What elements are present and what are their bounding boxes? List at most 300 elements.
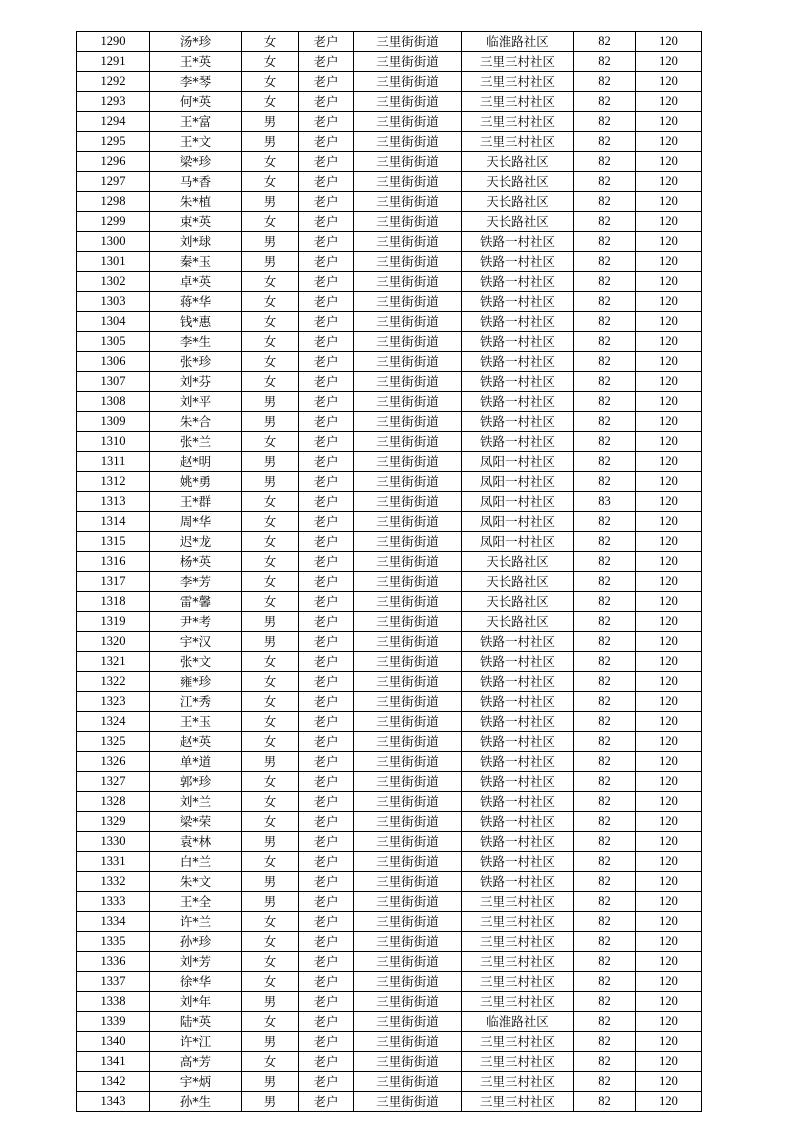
cell-age: 82	[574, 992, 636, 1012]
cell-community: 凤阳一村社区	[462, 512, 574, 532]
cell-age: 82	[574, 672, 636, 692]
cell-id: 1312	[77, 472, 150, 492]
cell-age: 82	[574, 572, 636, 592]
cell-household-type: 老户	[299, 552, 354, 572]
table-row	[77, 512, 702, 532]
cell-name: 刘*芬	[150, 372, 242, 392]
cell-name: 尹*考	[150, 612, 242, 632]
cell-community: 铁路一村社区	[462, 412, 574, 432]
cell-name: 王*玉	[150, 712, 242, 732]
cell-id: 1306	[77, 352, 150, 372]
cell-amount: 120	[636, 552, 702, 572]
cell-household-type: 老户	[299, 672, 354, 692]
cell-gender: 男	[242, 112, 299, 132]
cell-name: 王*全	[150, 892, 242, 912]
cell-amount: 120	[636, 232, 702, 252]
cell-id: 1308	[77, 392, 150, 412]
table-row	[77, 112, 702, 132]
table-row	[77, 312, 702, 332]
table-row	[77, 452, 702, 472]
cell-age: 82	[574, 212, 636, 232]
cell-community: 铁路一村社区	[462, 632, 574, 652]
cell-age: 82	[574, 312, 636, 332]
subsidy-table	[76, 31, 702, 1112]
cell-name: 卓*英	[150, 272, 242, 292]
cell-amount: 120	[636, 612, 702, 632]
cell-name: 姚*勇	[150, 472, 242, 492]
cell-age: 82	[574, 1092, 636, 1112]
cell-amount: 120	[636, 312, 702, 332]
cell-id: 1324	[77, 712, 150, 732]
cell-community: 三里三村社区	[462, 932, 574, 952]
cell-household-type: 老户	[299, 1032, 354, 1052]
table-row	[77, 1012, 702, 1032]
cell-id: 1307	[77, 372, 150, 392]
cell-street: 三里街街道	[354, 852, 462, 872]
cell-name: 何*英	[150, 92, 242, 112]
cell-household-type: 老户	[299, 32, 354, 52]
cell-age: 82	[574, 932, 636, 952]
cell-name: 王*文	[150, 132, 242, 152]
cell-gender: 女	[242, 72, 299, 92]
cell-amount: 120	[636, 392, 702, 412]
cell-amount: 120	[636, 412, 702, 432]
cell-household-type: 老户	[299, 812, 354, 832]
cell-age: 82	[574, 192, 636, 212]
cell-community: 铁路一村社区	[462, 312, 574, 332]
cell-community: 三里三村社区	[462, 972, 574, 992]
cell-amount: 120	[636, 92, 702, 112]
cell-id: 1303	[77, 292, 150, 312]
cell-name: 梁*荣	[150, 812, 242, 832]
cell-gender: 女	[242, 712, 299, 732]
cell-household-type: 老户	[299, 192, 354, 212]
cell-community: 铁路一村社区	[462, 872, 574, 892]
cell-gender: 女	[242, 812, 299, 832]
table-row	[77, 812, 702, 832]
cell-amount: 120	[636, 352, 702, 372]
cell-age: 82	[574, 832, 636, 852]
table-row	[77, 952, 702, 972]
cell-name: 孙*生	[150, 1092, 242, 1112]
table-row	[77, 192, 702, 212]
cell-gender: 男	[242, 752, 299, 772]
cell-age: 82	[574, 912, 636, 932]
table-row	[77, 212, 702, 232]
cell-amount: 120	[636, 252, 702, 272]
cell-name: 李*生	[150, 332, 242, 352]
cell-amount: 120	[636, 812, 702, 832]
cell-street: 三里街街道	[354, 412, 462, 432]
cell-gender: 女	[242, 52, 299, 72]
cell-amount: 120	[636, 532, 702, 552]
cell-name: 蒋*华	[150, 292, 242, 312]
cell-amount: 120	[636, 932, 702, 952]
cell-community: 天长路社区	[462, 212, 574, 232]
cell-household-type: 老户	[299, 72, 354, 92]
cell-id: 1325	[77, 732, 150, 752]
cell-gender: 女	[242, 572, 299, 592]
cell-amount: 120	[636, 572, 702, 592]
cell-amount: 120	[636, 952, 702, 972]
table-row	[77, 592, 702, 612]
table-row	[77, 1032, 702, 1052]
table-row	[77, 492, 702, 512]
cell-household-type: 老户	[299, 912, 354, 932]
cell-id: 1342	[77, 1072, 150, 1092]
cell-age: 82	[574, 772, 636, 792]
cell-household-type: 老户	[299, 832, 354, 852]
cell-street: 三里街街道	[354, 912, 462, 932]
cell-community: 临淮路社区	[462, 1012, 574, 1032]
cell-household-type: 老户	[299, 952, 354, 972]
cell-community: 铁路一村社区	[462, 832, 574, 852]
cell-community: 铁路一村社区	[462, 672, 574, 692]
cell-street: 三里街街道	[354, 72, 462, 92]
table-row	[77, 92, 702, 112]
cell-household-type: 老户	[299, 272, 354, 292]
table-row	[77, 792, 702, 812]
cell-amount: 120	[636, 172, 702, 192]
cell-name: 单*道	[150, 752, 242, 772]
cell-household-type: 老户	[299, 1052, 354, 1072]
cell-street: 三里街街道	[354, 432, 462, 452]
cell-gender: 男	[242, 992, 299, 1012]
cell-amount: 120	[636, 1012, 702, 1032]
cell-age: 82	[574, 592, 636, 612]
table-row	[77, 152, 702, 172]
cell-age: 82	[574, 452, 636, 472]
cell-id: 1295	[77, 132, 150, 152]
cell-age: 82	[574, 272, 636, 292]
cell-household-type: 老户	[299, 792, 354, 812]
cell-amount: 120	[636, 892, 702, 912]
cell-community: 铁路一村社区	[462, 692, 574, 712]
cell-id: 1291	[77, 52, 150, 72]
cell-amount: 120	[636, 692, 702, 712]
cell-amount: 120	[636, 1072, 702, 1092]
cell-street: 三里街街道	[354, 492, 462, 512]
cell-household-type: 老户	[299, 252, 354, 272]
cell-id: 1318	[77, 592, 150, 612]
cell-name: 周*华	[150, 512, 242, 532]
cell-name: 李*芳	[150, 572, 242, 592]
table-row	[77, 372, 702, 392]
table-row	[77, 732, 702, 752]
cell-street: 三里街街道	[354, 972, 462, 992]
cell-household-type: 老户	[299, 372, 354, 392]
table-row	[77, 1052, 702, 1072]
cell-household-type: 老户	[299, 712, 354, 732]
cell-community: 天长路社区	[462, 612, 574, 632]
cell-street: 三里街街道	[354, 732, 462, 752]
cell-street: 三里街街道	[354, 332, 462, 352]
cell-name: 张*珍	[150, 352, 242, 372]
cell-household-type: 老户	[299, 432, 354, 452]
cell-gender: 女	[242, 172, 299, 192]
cell-gender: 男	[242, 1072, 299, 1092]
cell-age: 82	[574, 532, 636, 552]
cell-street: 三里街街道	[354, 612, 462, 632]
cell-name: 刘*球	[150, 232, 242, 252]
cell-amount: 120	[636, 832, 702, 852]
cell-gender: 女	[242, 1012, 299, 1032]
cell-gender: 女	[242, 932, 299, 952]
cell-household-type: 老户	[299, 212, 354, 232]
cell-amount: 120	[636, 712, 702, 732]
cell-age: 82	[574, 732, 636, 752]
cell-name: 宇*汉	[150, 632, 242, 652]
cell-gender: 男	[242, 132, 299, 152]
cell-household-type: 老户	[299, 152, 354, 172]
table-row	[77, 752, 702, 772]
cell-street: 三里街街道	[354, 312, 462, 332]
cell-name: 王*群	[150, 492, 242, 512]
cell-community: 铁路一村社区	[462, 712, 574, 732]
cell-amount: 120	[636, 452, 702, 472]
cell-household-type: 老户	[299, 892, 354, 912]
table-row	[77, 252, 702, 272]
cell-street: 三里街街道	[354, 112, 462, 132]
cell-gender: 女	[242, 292, 299, 312]
cell-id: 1322	[77, 672, 150, 692]
cell-street: 三里街街道	[354, 772, 462, 792]
cell-household-type: 老户	[299, 1092, 354, 1112]
cell-community: 铁路一村社区	[462, 752, 574, 772]
cell-gender: 女	[242, 532, 299, 552]
cell-community: 天长路社区	[462, 592, 574, 612]
cell-name: 朱*植	[150, 192, 242, 212]
cell-name: 钱*惠	[150, 312, 242, 332]
cell-name: 雷*馨	[150, 592, 242, 612]
cell-gender: 女	[242, 272, 299, 292]
cell-household-type: 老户	[299, 232, 354, 252]
cell-street: 三里街街道	[354, 132, 462, 152]
cell-gender: 男	[242, 632, 299, 652]
cell-household-type: 老户	[299, 52, 354, 72]
cell-community: 三里三村社区	[462, 1072, 574, 1092]
cell-household-type: 老户	[299, 452, 354, 472]
cell-street: 三里街街道	[354, 1032, 462, 1052]
cell-gender: 女	[242, 32, 299, 52]
cell-age: 82	[574, 332, 636, 352]
cell-id: 1310	[77, 432, 150, 452]
cell-community: 铁路一村社区	[462, 432, 574, 452]
cell-id: 1298	[77, 192, 150, 212]
table-row	[77, 1092, 702, 1112]
cell-age: 82	[574, 792, 636, 812]
cell-community: 凤阳一村社区	[462, 532, 574, 552]
cell-gender: 女	[242, 372, 299, 392]
table-row	[77, 552, 702, 572]
cell-community: 凤阳一村社区	[462, 452, 574, 472]
cell-id: 1343	[77, 1092, 150, 1112]
cell-community: 铁路一村社区	[462, 352, 574, 372]
cell-id: 1309	[77, 412, 150, 432]
cell-gender: 男	[242, 192, 299, 212]
cell-street: 三里街街道	[354, 792, 462, 812]
cell-amount: 120	[636, 872, 702, 892]
cell-amount: 120	[636, 272, 702, 292]
cell-gender: 女	[242, 972, 299, 992]
cell-amount: 120	[636, 472, 702, 492]
cell-age: 82	[574, 632, 636, 652]
cell-community: 铁路一村社区	[462, 292, 574, 312]
cell-id: 1293	[77, 92, 150, 112]
cell-gender: 女	[242, 692, 299, 712]
cell-street: 三里街街道	[354, 572, 462, 592]
cell-street: 三里街街道	[354, 472, 462, 492]
cell-household-type: 老户	[299, 92, 354, 112]
cell-id: 1337	[77, 972, 150, 992]
cell-id: 1331	[77, 852, 150, 872]
cell-street: 三里街街道	[354, 212, 462, 232]
cell-name: 李*琴	[150, 72, 242, 92]
cell-community: 三里三村社区	[462, 72, 574, 92]
cell-age: 82	[574, 892, 636, 912]
table-row	[77, 332, 702, 352]
cell-amount: 120	[636, 672, 702, 692]
cell-amount: 120	[636, 292, 702, 312]
cell-name: 白*兰	[150, 852, 242, 872]
cell-age: 82	[574, 72, 636, 92]
cell-street: 三里街街道	[354, 832, 462, 852]
cell-id: 1326	[77, 752, 150, 772]
cell-household-type: 老户	[299, 752, 354, 772]
cell-name: 束*英	[150, 212, 242, 232]
cell-street: 三里街街道	[354, 512, 462, 532]
cell-household-type: 老户	[299, 392, 354, 412]
cell-street: 三里街街道	[354, 92, 462, 112]
cell-id: 1341	[77, 1052, 150, 1072]
cell-street: 三里街街道	[354, 52, 462, 72]
cell-name: 杨*英	[150, 552, 242, 572]
table-row	[77, 292, 702, 312]
cell-amount: 120	[636, 152, 702, 172]
cell-household-type: 老户	[299, 592, 354, 612]
cell-name: 张*文	[150, 652, 242, 672]
cell-amount: 120	[636, 592, 702, 612]
cell-name: 王*英	[150, 52, 242, 72]
cell-amount: 120	[636, 332, 702, 352]
cell-household-type: 老户	[299, 732, 354, 752]
cell-gender: 女	[242, 592, 299, 612]
cell-name: 孙*珍	[150, 932, 242, 952]
cell-household-type: 老户	[299, 632, 354, 652]
cell-age: 82	[574, 812, 636, 832]
cell-community: 铁路一村社区	[462, 272, 574, 292]
cell-amount: 120	[636, 732, 702, 752]
cell-name: 高*芳	[150, 1052, 242, 1072]
cell-community: 铁路一村社区	[462, 652, 574, 672]
cell-gender: 女	[242, 432, 299, 452]
cell-amount: 120	[636, 972, 702, 992]
cell-household-type: 老户	[299, 992, 354, 1012]
cell-street: 三里街街道	[354, 232, 462, 252]
cell-age: 82	[574, 392, 636, 412]
cell-name: 秦*玉	[150, 252, 242, 272]
cell-community: 铁路一村社区	[462, 772, 574, 792]
table-row	[77, 272, 702, 292]
cell-street: 三里街街道	[354, 752, 462, 772]
cell-name: 徐*华	[150, 972, 242, 992]
cell-amount: 120	[636, 792, 702, 812]
cell-id: 1338	[77, 992, 150, 1012]
cell-gender: 女	[242, 312, 299, 332]
cell-gender: 女	[242, 332, 299, 352]
table-row	[77, 872, 702, 892]
cell-gender: 男	[242, 252, 299, 272]
cell-name: 陆*英	[150, 1012, 242, 1032]
cell-age: 82	[574, 472, 636, 492]
cell-community: 铁路一村社区	[462, 392, 574, 412]
cell-community: 天长路社区	[462, 172, 574, 192]
cell-street: 三里街街道	[354, 592, 462, 612]
cell-street: 三里街街道	[354, 532, 462, 552]
cell-community: 临淮路社区	[462, 32, 574, 52]
cell-age: 82	[574, 612, 636, 632]
cell-community: 三里三村社区	[462, 912, 574, 932]
cell-community: 三里三村社区	[462, 892, 574, 912]
cell-community: 凤阳一村社区	[462, 492, 574, 512]
cell-id: 1296	[77, 152, 150, 172]
cell-id: 1330	[77, 832, 150, 852]
cell-gender: 男	[242, 1092, 299, 1112]
cell-age: 82	[574, 432, 636, 452]
cell-id: 1335	[77, 932, 150, 952]
cell-name: 雍*珍	[150, 672, 242, 692]
table-row	[77, 572, 702, 592]
cell-id: 1299	[77, 212, 150, 232]
cell-amount: 120	[636, 52, 702, 72]
cell-id: 1290	[77, 32, 150, 52]
table-row	[77, 232, 702, 252]
cell-age: 82	[574, 252, 636, 272]
cell-amount: 120	[636, 492, 702, 512]
cell-name: 汤*珍	[150, 32, 242, 52]
cell-name: 江*秀	[150, 692, 242, 712]
cell-id: 1311	[77, 452, 150, 472]
cell-id: 1321	[77, 652, 150, 672]
table-row	[77, 652, 702, 672]
cell-age: 82	[574, 52, 636, 72]
cell-id: 1328	[77, 792, 150, 812]
table-row	[77, 932, 702, 952]
cell-id: 1332	[77, 872, 150, 892]
cell-household-type: 老户	[299, 932, 354, 952]
cell-community: 铁路一村社区	[462, 812, 574, 832]
cell-gender: 男	[242, 232, 299, 252]
cell-community: 三里三村社区	[462, 992, 574, 1012]
cell-street: 三里街街道	[354, 292, 462, 312]
cell-community: 铁路一村社区	[462, 852, 574, 872]
cell-street: 三里街街道	[354, 872, 462, 892]
cell-amount: 120	[636, 112, 702, 132]
cell-gender: 女	[242, 92, 299, 112]
table-row	[77, 52, 702, 72]
cell-id: 1301	[77, 252, 150, 272]
cell-street: 三里街街道	[354, 952, 462, 972]
table-row	[77, 72, 702, 92]
cell-household-type: 老户	[299, 972, 354, 992]
cell-name: 许*江	[150, 1032, 242, 1052]
cell-age: 82	[574, 172, 636, 192]
cell-street: 三里街街道	[354, 352, 462, 372]
cell-gender: 女	[242, 492, 299, 512]
cell-community: 铁路一村社区	[462, 732, 574, 752]
table-row	[77, 832, 702, 852]
cell-street: 三里街街道	[354, 552, 462, 572]
